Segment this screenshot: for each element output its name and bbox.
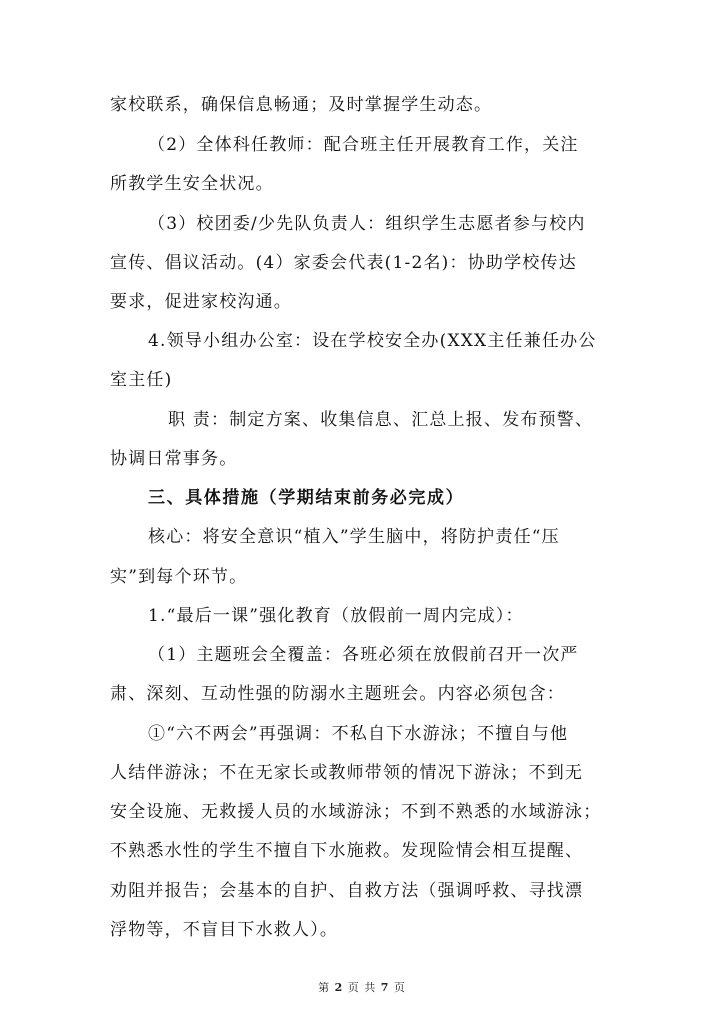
footer-middle: 页 共: [347, 981, 377, 994]
text-line: （1）主题班会全覆盖：各班必须在放假前召开一次严: [148, 645, 579, 665]
text-line: 室主任): [110, 370, 173, 390]
text-line: 人结伴游泳；不在无家长或教师带领的情况下游泳；不到无: [110, 763, 584, 783]
total-page-number: 7: [380, 981, 390, 994]
text-line: 要求，促进家校沟通。: [110, 292, 292, 312]
text-line: 职 责：制定方案、收集信息、汇总上报、发布预警、: [168, 410, 594, 430]
footer-suffix: 页: [393, 981, 406, 994]
footer-prefix: 第: [318, 981, 331, 994]
subsection-heading: 1.“最后一课”强化教育（放假前一周内完成）：: [148, 606, 524, 626]
text-line: 所教学生安全状况。: [110, 174, 274, 194]
text-line: 不熟悉水性的学生不擅自下水施救。发现险情会相互提醒、: [110, 841, 584, 861]
text-line: ①“六不两会”再强调：不私自下水游泳；不擅自与他: [148, 724, 569, 744]
text-line: 浮物等，不盲目下水救人）。: [110, 920, 339, 940]
text-line: 核心：将安全意识“植入”学生脑中，将防护责任“压: [148, 527, 560, 547]
current-page-number: 2: [334, 981, 344, 994]
page-footer: [0, 981, 724, 995]
text-line: （2）全体科任教师：配合班主任开展教育工作，关注: [148, 135, 579, 155]
text-line: 宣传、倡议活动。(4）家委会代表(1-2名)：协助学校传达: [110, 253, 577, 273]
text-line: 家校联系，确保信息畅通；及时掌握学生动态。: [110, 95, 493, 115]
text-line: （3）校团委/少先队负责人：组织学生志愿者参与校内: [148, 214, 586, 234]
text-line: 安全设施、无救援人员的水域游泳；不到不熟悉的水域游泳；: [110, 802, 602, 822]
text-line: 劝阻并报告；会基本的自护、自救方法（强调呼救、寻找漂: [110, 881, 584, 901]
text-line: 协调日常事务。: [110, 449, 238, 469]
text-line: 实”到每个环节。: [110, 567, 248, 587]
text-line: 肃、深刻、互动性强的防溺水主题班会。内容必须包含：: [110, 684, 565, 704]
section-heading: 三、具体措施（学期结束前务必完成）: [148, 488, 465, 508]
text-line: 4.领导小组办公室：设在学校安全办(XXX主任兼任办公: [148, 331, 597, 351]
